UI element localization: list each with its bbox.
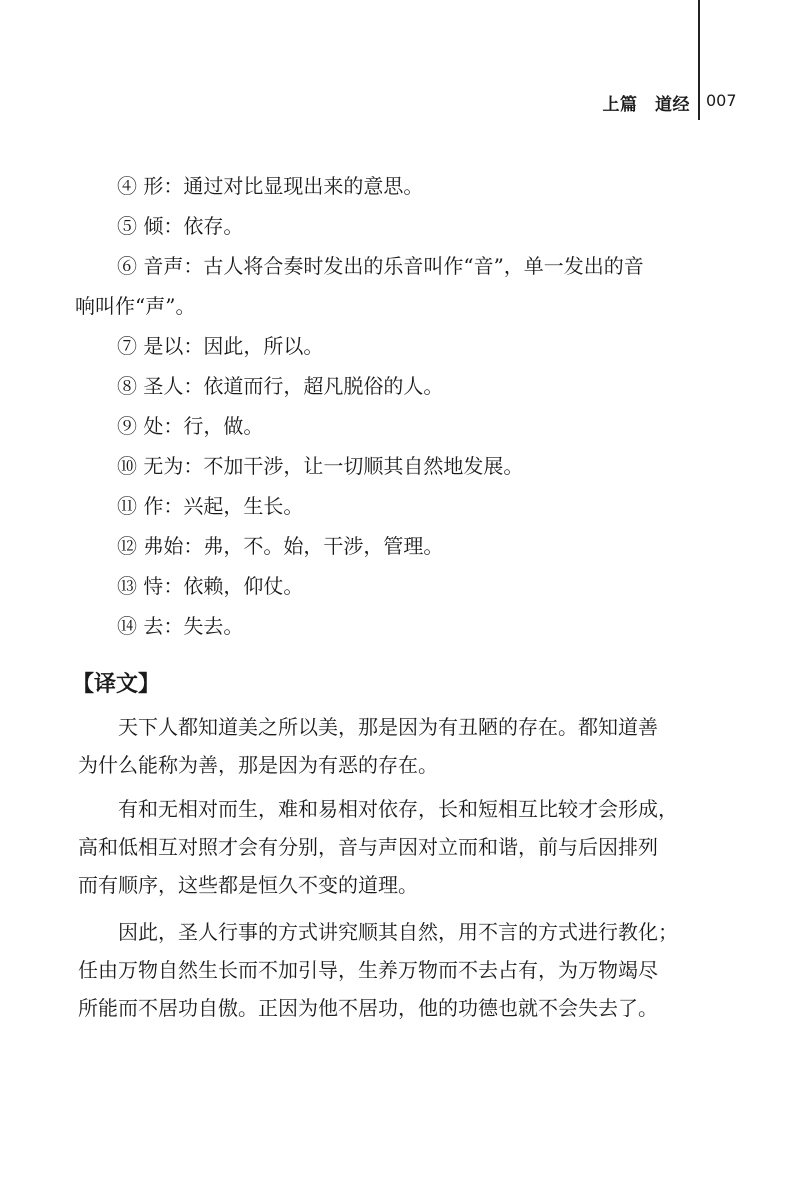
paragraph-line: 而有顺序，这些都是恒久不变的道理。 — [78, 873, 418, 897]
note-text: ⑥ 音声：古人将合奏时发出的乐音叫作“音”，单一发出的音 — [117, 254, 644, 278]
paragraph-line: 高和低相互对照才会有分别，音与声因对立而和谐，前与后因排列 — [78, 835, 658, 859]
running-head — [0, 90, 790, 114]
translation-paragraph — [78, 913, 698, 1027]
note-text: ⑪ 作：兴起，生长。 — [117, 494, 304, 518]
note-text: ⑫ 弗始：弗，不。始，干涉，管理。 — [117, 534, 444, 558]
paragraph-line: 任由万物自然生长而不加引导，生养万物而不去占有，为万物竭尽 — [78, 958, 658, 982]
note-text: ⑩ 无为：不加干涉，让一切顺其自然地发展。 — [117, 454, 524, 478]
page-number: 007 — [706, 91, 737, 110]
note-continuation: 响叫作“声”。 — [75, 294, 196, 318]
note-text: ⑬ 恃：依赖，仰仗。 — [117, 574, 304, 598]
translation-heading: 【译文】 — [72, 672, 161, 697]
translation-paragraph — [78, 790, 698, 904]
paragraph-line: 天下人都知道美之所以美，那是因为有丑陋的存在。都知道善 — [118, 715, 658, 739]
note-text: ⑤ 倾：依存。 — [117, 214, 244, 238]
section-title-header: 上篇 道经 — [602, 95, 690, 115]
paragraph-line: 因此，圣人行事的方式讲究顺其自然，用不言的方式进行教化； — [118, 920, 678, 944]
translation-paragraph — [78, 708, 698, 784]
paragraph-line: 为什么能称为善，那是因为有恶的存在。 — [78, 753, 438, 777]
paragraph-line: 所能而不居功自傲。正因为他不居功，他的功德也就不会失去了。 — [78, 996, 658, 1020]
paragraph-line: 有和无相对而生，难和易相对依存，长和短相互比较才会形成， — [118, 797, 678, 821]
note-text: ⑭ 去：失去。 — [117, 614, 244, 638]
note-text: ⑨ 处：行，做。 — [117, 414, 264, 438]
note-text: ⑧ 圣人：依道而行，超凡脱俗的人。 — [117, 374, 444, 398]
note-text: ④ 形：通过对比显现出来的意思。 — [117, 174, 424, 198]
note-text: ⑦ 是以：因此，所以。 — [117, 334, 324, 358]
